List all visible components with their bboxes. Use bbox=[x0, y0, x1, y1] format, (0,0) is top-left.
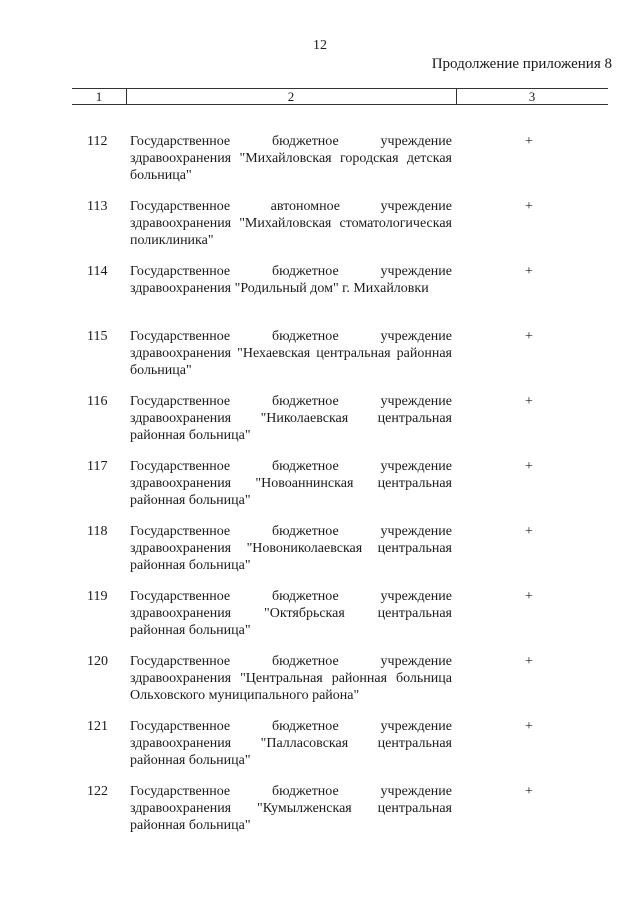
row-number: 117 bbox=[87, 459, 108, 474]
table-row bbox=[0, 328, 640, 393]
row-number: 115 bbox=[87, 329, 108, 344]
row-number: 112 bbox=[87, 134, 108, 149]
row-mark: + bbox=[525, 524, 533, 539]
table-row bbox=[0, 523, 640, 588]
row-mark: + bbox=[525, 394, 533, 409]
row-mark: + bbox=[525, 199, 533, 214]
row-number: 122 bbox=[87, 784, 108, 799]
institution-name: Государственное бюджетное учреждение здравоохранения "Центральная районная больница Ольховского муниципального района" bbox=[130, 654, 452, 703]
page-number: 12 bbox=[313, 38, 327, 53]
row-mark: + bbox=[525, 719, 533, 734]
row-mark: + bbox=[525, 654, 533, 669]
institution-name: Государственное бюджетное учреждение здравоохранения "Новониколаевская центральная районная больница" bbox=[130, 524, 452, 573]
row-mark: + bbox=[525, 459, 533, 474]
row-mark: + bbox=[525, 589, 533, 604]
row-number: 116 bbox=[87, 394, 108, 409]
header-col-2: 2 bbox=[126, 89, 457, 104]
institution-name: Государственное автономное учреждение здравоохранения "Михайловская стоматологическая поликлиника" bbox=[130, 199, 452, 248]
institution-name: Государственное бюджетное учреждение здравоохранения "Октябрьская центральная районная больница" bbox=[130, 589, 452, 638]
row-number: 120 bbox=[87, 654, 108, 669]
row-number: 113 bbox=[87, 199, 108, 214]
institution-name: Государственное бюджетное учреждение здравоохранения "Родильный дом" г. Михайловки bbox=[130, 264, 452, 296]
institution-name: Государственное бюджетное учреждение здравоохранения "Кумылженская центральная районная больница" bbox=[130, 784, 452, 833]
row-mark: + bbox=[525, 134, 533, 149]
institution-list bbox=[0, 133, 640, 848]
row-mark: + bbox=[525, 784, 533, 799]
institution-name: Государственное бюджетное учреждение здравоохранения "Нехаевская центральная районная больница" bbox=[130, 329, 452, 378]
table-row bbox=[0, 783, 640, 848]
table-row bbox=[0, 198, 640, 263]
institution-name: Государственное бюджетное учреждение здравоохранения "Палласовская центральная районная больница" bbox=[130, 719, 452, 768]
continuation-label: Продолжение приложения 8 bbox=[431, 56, 612, 72]
table-row bbox=[0, 393, 640, 458]
institution-name: Государственное бюджетное учреждение здравоохранения "Михайловская городская детская больница" bbox=[130, 134, 452, 183]
table-row bbox=[0, 263, 640, 328]
row-number: 119 bbox=[87, 589, 108, 604]
table-row bbox=[0, 588, 640, 653]
institution-name: Государственное бюджетное учреждение здравоохранения "Новоаннинская центральная районная больница" bbox=[130, 459, 452, 508]
table-header bbox=[72, 88, 608, 105]
row-mark: + bbox=[525, 329, 533, 344]
institution-name: Государственное бюджетное учреждение здравоохранения "Николаевская центральная районная больница" bbox=[130, 394, 452, 443]
row-mark: + bbox=[525, 264, 533, 279]
table-row bbox=[0, 458, 640, 523]
header-col-3: 3 bbox=[528, 89, 536, 104]
table-row bbox=[0, 133, 640, 198]
row-number: 114 bbox=[87, 264, 108, 279]
header-col-1: 1 bbox=[72, 89, 127, 104]
row-number: 118 bbox=[87, 524, 108, 539]
table-row bbox=[0, 653, 640, 718]
table-row bbox=[0, 718, 640, 783]
row-number: 121 bbox=[87, 719, 108, 734]
